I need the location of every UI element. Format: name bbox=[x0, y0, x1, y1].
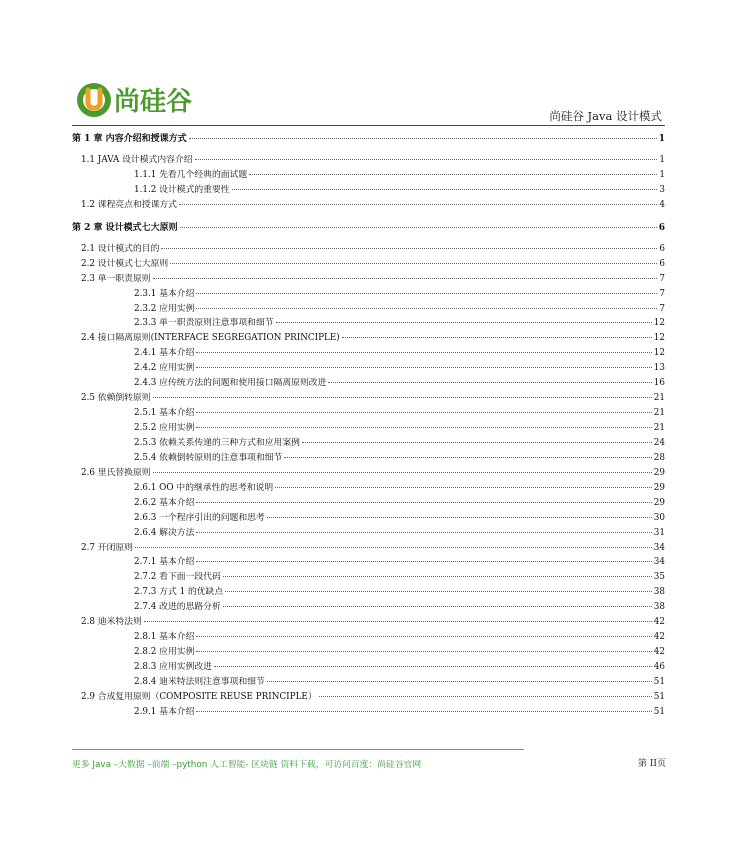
toc-page-number: 34 bbox=[653, 542, 665, 553]
toc-leader-dots bbox=[276, 322, 652, 323]
toc-page-number: 30 bbox=[653, 512, 665, 523]
toc-leader-dots bbox=[161, 248, 657, 249]
toc-page-number: 16 bbox=[653, 378, 665, 389]
toc-page-number: 13 bbox=[653, 363, 665, 374]
toc-page-number: 12 bbox=[653, 318, 665, 329]
toc-entry[interactable] bbox=[72, 481, 665, 496]
toc-entry-title: 2.3.2 应用实例 bbox=[134, 303, 195, 314]
toc-entry-title: 2.8.1 基本介绍 bbox=[134, 632, 195, 643]
toc-entry[interactable] bbox=[72, 242, 665, 257]
toc-leader-dots bbox=[196, 412, 651, 413]
toc-leader-dots bbox=[196, 561, 651, 562]
toc-entry-title: 2.7.1 基本介绍 bbox=[134, 557, 195, 568]
toc-leader-dots bbox=[284, 457, 651, 458]
toc-entry-title: 2.8.4 迪米特法则注意事项和细节 bbox=[134, 676, 265, 687]
toc-leader-dots bbox=[196, 711, 651, 712]
toc-entry-title: 2.6.3 一个程序引出的问题和思考 bbox=[134, 512, 265, 523]
toc-leader-dots bbox=[223, 576, 652, 577]
toc-entry-title: 1.2 课程亮点和授课方式 bbox=[81, 199, 177, 210]
toc-page-number: 12 bbox=[653, 333, 665, 344]
toc-page-number: 51 bbox=[653, 691, 665, 702]
toc-leader-dots bbox=[196, 651, 651, 652]
toc-leader-dots bbox=[196, 502, 651, 503]
toc-entry-title: 1.1.2 设计模式的重要性 bbox=[134, 184, 230, 195]
toc-page-number: 31 bbox=[653, 527, 665, 538]
footer-divider bbox=[72, 749, 524, 750]
toc-entry-title: 1.1 JAVA 设计模式内容介绍 bbox=[81, 155, 193, 165]
toc-entry-title: 2.7.3 方式 1 的优缺点 bbox=[134, 587, 224, 598]
toc-entry[interactable] bbox=[72, 302, 665, 317]
toc-leader-dots bbox=[195, 159, 658, 160]
toc-page-number: 42 bbox=[653, 632, 665, 643]
toc-entry[interactable] bbox=[72, 541, 665, 556]
toc-leader-dots bbox=[179, 204, 657, 205]
toc-entry-title: 2.6.4 解决方法 bbox=[134, 527, 195, 538]
toc-leader-dots bbox=[196, 636, 651, 637]
footer-text: 更多 Java –大数据 –前端 –python 人工智能- 区块链 资料下载，可访问百度：尚硅谷官网 bbox=[72, 760, 422, 770]
toc-entry[interactable] bbox=[72, 660, 665, 675]
toc-entry[interactable] bbox=[72, 153, 665, 168]
toc-entry[interactable] bbox=[72, 346, 665, 361]
toc-leader-dots bbox=[135, 547, 652, 548]
toc-leader-dots bbox=[302, 442, 652, 443]
toc-page-number: 1 bbox=[659, 169, 665, 180]
toc-leader-dots bbox=[144, 621, 652, 622]
toc-entry-title: 2.4.1 基本介绍 bbox=[134, 348, 195, 359]
toc-entry-title: 2.3 单一职责原则 bbox=[81, 273, 151, 284]
toc-entry-title: 2.3.3 单一职责原则注意事项和细节 bbox=[134, 318, 274, 329]
toc-page-number: 29 bbox=[653, 497, 665, 508]
toc-leader-dots bbox=[180, 227, 657, 228]
toc-page-number: 6 bbox=[658, 222, 665, 233]
toc-leader-dots bbox=[153, 472, 652, 473]
toc-entry-title: 2.7.2 看下面一段代码 bbox=[134, 572, 221, 583]
toc-entry-title: 2.4.3 应传统方法的问题和使用接口隔离原则改进 bbox=[134, 378, 327, 389]
logo-text: 尚硅谷 bbox=[114, 87, 193, 117]
toc-entry-title: 2.7.4 改进的思路分析 bbox=[134, 602, 221, 613]
toc-page-number: 51 bbox=[653, 706, 665, 717]
toc-entry[interactable] bbox=[72, 361, 665, 376]
toc-entry-title: 2.9 合成复用原则（COMPOSITE REUSE PRINCIPLE） bbox=[81, 691, 317, 702]
toc-entry[interactable] bbox=[72, 406, 665, 421]
toc-chapter-entry[interactable] bbox=[72, 219, 665, 238]
toc-entry[interactable] bbox=[72, 690, 665, 705]
toc-entry-title: 2.8 迪米特法则 bbox=[81, 617, 142, 628]
logo bbox=[76, 78, 236, 122]
toc-leader-dots bbox=[328, 382, 651, 383]
toc-page-number: 42 bbox=[653, 647, 665, 658]
toc-page-number: 29 bbox=[653, 467, 665, 478]
toc-page-number: 7 bbox=[659, 273, 665, 284]
toc-entry[interactable] bbox=[72, 451, 665, 466]
toc-page-number: 6 bbox=[659, 243, 665, 254]
toc-entry[interactable] bbox=[72, 496, 665, 511]
toc-leader-dots bbox=[319, 696, 652, 697]
toc-entry[interactable] bbox=[72, 376, 665, 391]
toc-entry-title: 第 2 章 设计模式七大原则 bbox=[72, 222, 178, 233]
toc-entry-title: 第 1 章 内容介绍和授课方式 bbox=[72, 134, 187, 144]
toc-entry[interactable] bbox=[72, 316, 665, 331]
toc-leader-dots bbox=[232, 189, 658, 190]
toc-entry[interactable] bbox=[72, 615, 665, 630]
toc-entry-title: 2.6.1 OO 中的继承性的思考和说明 bbox=[134, 482, 274, 493]
toc-leader-dots bbox=[153, 397, 652, 398]
toc-page-number: 28 bbox=[653, 452, 665, 463]
toc-leader-dots bbox=[196, 427, 651, 428]
toc-leader-dots bbox=[196, 367, 651, 368]
toc-leader-dots bbox=[189, 138, 657, 139]
toc-entry-title: 2.6.2 基本介绍 bbox=[134, 497, 195, 508]
toc-page-number: 21 bbox=[653, 423, 665, 433]
toc-entry[interactable] bbox=[72, 168, 665, 183]
toc-entry-title: 2.3.1 基本介绍 bbox=[134, 288, 195, 299]
toc-page-number: 12 bbox=[653, 348, 665, 359]
toc-entry-title: 2.4 接口隔离原则(INTERFACE SEGREGATION PRINCIPLE) bbox=[81, 333, 340, 344]
toc-page-number: 1 bbox=[658, 134, 665, 144]
toc-entry[interactable] bbox=[72, 555, 665, 570]
toc-page-number: 38 bbox=[653, 587, 665, 598]
toc-page-number: 34 bbox=[653, 557, 665, 568]
toc-entry[interactable] bbox=[72, 183, 665, 198]
toc-entry[interactable] bbox=[72, 705, 665, 720]
toc-leader-dots bbox=[275, 487, 652, 488]
toc-page-number: 29 bbox=[653, 482, 665, 493]
toc-page-number: 46 bbox=[653, 662, 665, 672]
toc-entry-title: 2.8.3 应用实例改进 bbox=[134, 662, 212, 672]
toc-leader-dots bbox=[214, 666, 652, 667]
toc-leader-dots bbox=[196, 293, 657, 294]
toc-leader-dots bbox=[196, 352, 651, 353]
document-title: 尚硅谷 Java 设计模式 bbox=[549, 109, 662, 123]
toc-entry[interactable] bbox=[72, 272, 665, 287]
toc-page-number: 1 bbox=[659, 155, 665, 165]
toc-entry[interactable] bbox=[72, 198, 665, 213]
toc-entry-title: 2.8.2 应用实例 bbox=[134, 647, 195, 658]
toc-entry-title: 2.5 依赖倒转原则 bbox=[81, 393, 151, 404]
toc-entry-title: 2.5.1 基本介绍 bbox=[134, 408, 195, 419]
toc-entry[interactable] bbox=[72, 391, 665, 406]
toc-leader-dots bbox=[267, 681, 652, 682]
toc-entry[interactable] bbox=[72, 257, 665, 272]
toc-leader-dots bbox=[225, 591, 652, 592]
header-divider bbox=[72, 125, 665, 126]
toc-entry-title: 2.5.4 依赖倒转原则的注意事项和细节 bbox=[134, 452, 283, 463]
toc-leader-dots bbox=[267, 517, 652, 518]
table-of-contents bbox=[72, 130, 665, 720]
toc-leader-dots bbox=[153, 278, 658, 279]
toc-leader-dots bbox=[196, 532, 651, 533]
toc-leader-dots bbox=[342, 337, 652, 338]
toc-page-number: 21 bbox=[653, 408, 665, 419]
toc-leader-dots bbox=[196, 308, 657, 309]
toc-page-number: 42 bbox=[653, 617, 665, 628]
toc-page-number: 51 bbox=[653, 676, 665, 687]
toc-entry[interactable] bbox=[72, 645, 665, 660]
toc-chapter-entry[interactable] bbox=[72, 130, 665, 149]
toc-entry-title: 2.1 设计模式的目的 bbox=[81, 243, 160, 254]
toc-entry[interactable] bbox=[72, 466, 665, 481]
toc-entry[interactable] bbox=[72, 675, 665, 690]
toc-page-number: 35 bbox=[653, 572, 665, 583]
toc-entry-title: 2.9.1 基本介绍 bbox=[134, 706, 195, 717]
toc-entry[interactable] bbox=[72, 436, 665, 451]
toc-leader-dots bbox=[170, 263, 657, 264]
toc-page-number: 24 bbox=[653, 437, 665, 448]
toc-page-number: 7 bbox=[659, 303, 665, 314]
toc-entry-title: 1.1.1 先看几个经典的面试题 bbox=[134, 169, 248, 180]
toc-entry-title: 2.6 里氏替换原则 bbox=[81, 467, 151, 478]
toc-entry[interactable] bbox=[72, 585, 665, 600]
toc-entry[interactable] bbox=[72, 287, 665, 302]
toc-page-number: 6 bbox=[659, 258, 665, 269]
toc-page-number: 38 bbox=[653, 602, 665, 613]
toc-page-number: 3 bbox=[659, 184, 665, 195]
toc-leader-dots bbox=[223, 606, 652, 607]
toc-entry[interactable] bbox=[72, 331, 665, 346]
toc-entry-title: 2.5.2 应用实例 bbox=[134, 423, 195, 433]
toc-leader-dots bbox=[249, 174, 657, 175]
toc-entry[interactable] bbox=[72, 570, 665, 585]
logo-graphic bbox=[76, 78, 236, 122]
toc-page-number: 4 bbox=[659, 199, 665, 210]
toc-page-number: 7 bbox=[659, 288, 665, 299]
toc-entry[interactable] bbox=[72, 421, 665, 436]
toc-entry[interactable] bbox=[72, 600, 665, 615]
toc-entry-title: 2.5.3 依赖关系传递的三种方式和应用案例 bbox=[134, 437, 300, 448]
toc-entry[interactable] bbox=[72, 511, 665, 526]
toc-page-number: 21 bbox=[653, 393, 665, 404]
toc-entry[interactable] bbox=[72, 630, 665, 645]
toc-entry[interactable] bbox=[72, 526, 665, 541]
page-number: 第 II页 bbox=[638, 759, 666, 769]
toc-entry-title: 2.4.2 应用实例 bbox=[134, 363, 195, 374]
toc-entry-title: 2.7 开闭原则 bbox=[81, 542, 133, 553]
toc-entry-title: 2.2 设计模式七大原则 bbox=[81, 258, 169, 269]
